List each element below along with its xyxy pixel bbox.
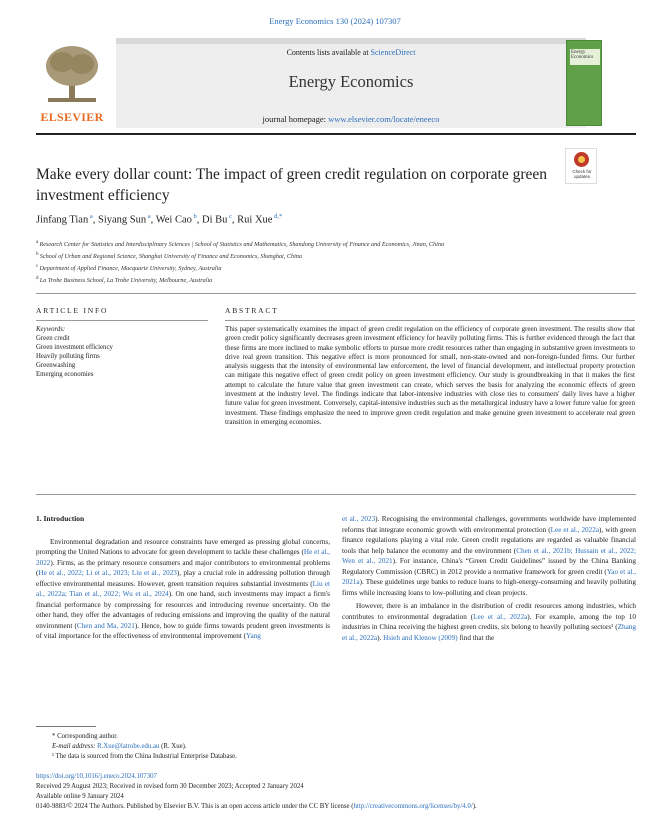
email-note: [36, 742, 636, 752]
abstract-rule: [225, 320, 635, 321]
author-name[interactable]: Jinfang Tian: [36, 214, 89, 226]
affiliation-line: $^c$ Department of Applied Finance, Macquarie University, Sydney, Australia: [36, 264, 222, 273]
author-affiliation-marker[interactable]: d,*: [272, 213, 283, 220]
article-info-heading: ARTICLE INFO: [36, 306, 109, 315]
citation-link[interactable]: Yang: [246, 632, 261, 640]
intro-paragraph-1-continued: et al., 2023). Recognising the environmental challenges, governments worldwide have implemented reforms that integrate economic growth with environmental protection (Lee et al., 2022a), with green finance regulations playing a vital role. Green credit regulations are regarded as valuable financial tools that help balance the economy and the environment (Chen et al., 2021b; Hussain et al., 2022; Wen et al., 2021). For instance, China's “Green Credit Guidelines” issued by the China Banking Regulatory Commission (CBRC) in 2012 provide a normative framework for green credit (Yao et al., 2021a). These guidelines urge banks to reduce loans to high-energy-consuming and heavily polluting firms while increasing loans to low-polluting and clean projects.: [342, 515, 636, 597]
keyword: Green investment efficiency: [36, 343, 113, 351]
masthead-center: [116, 38, 586, 128]
section-heading: 1. Introduction: [36, 514, 85, 523]
affiliation-line: $^b$ School of Urban and Regional Science, Shanghai University of Finance and Economics, Shanghai, China: [36, 252, 302, 261]
footnote-1: ¹ The data is sourced from the China Industrial Enterprise Database.: [52, 753, 237, 760]
sciencedirect-link[interactable]: ScienceDirect: [370, 48, 416, 57]
author-name[interactable]: Wei Cao: [155, 214, 192, 226]
email-link[interactable]: R.Xue@latrobe.edu.au: [97, 743, 160, 750]
email-label: E-mail address:: [52, 743, 98, 750]
doi-link[interactable]: https://doi.org/10.1016/j.eneco.2024.107307: [36, 773, 157, 780]
author-list: Jinfang Tian $^a$, Siyang Sun $^a$, Wei Cao $^b$, Di Bu $^c$, Rui Xue $^{d,*}$: [36, 213, 283, 226]
license-link[interactable]: http://creativecommons.org/licenses/by/4.0/: [353, 803, 473, 810]
journal-title: Energy Economics: [288, 72, 414, 91]
citation-link[interactable]: Hsieh and Klenow (2009): [383, 633, 458, 642]
contents-prefix: Contents lists available at: [286, 48, 371, 57]
cover-title: Energy Economics: [570, 49, 600, 65]
homepage-link[interactable]: www.elsevier.com/locate/eneeco: [328, 114, 440, 124]
keyword: Emerging economies: [36, 370, 94, 378]
article-meta: [36, 772, 656, 812]
check-for-updates-button[interactable]: [565, 148, 597, 184]
author-name[interactable]: Di Bu: [202, 214, 228, 226]
author-name[interactable]: Siyang Sun: [97, 214, 147, 226]
article-info-rule: [36, 320, 208, 321]
elsevier-logo[interactable]: [36, 38, 108, 128]
masthead: [36, 38, 551, 128]
citation-link[interactable]: Yao et al., 2021a: [342, 567, 636, 586]
copyright-line: [36, 802, 656, 812]
footnotes: [36, 732, 636, 762]
intro-paragraph-1: Environmental degradation and resource constraints have emerged as pressing global concerns, prompting the United Nations to advocate for green development to tackle these challenges (He et al., 2022). Firms, as the primary resource consumers and major contributors to environmental problems (He et al., 2022; Li et al., 2023; Liu et al., 2023), play a crucial role in addressing pollution through effective environmental measures. However, green transition requires substantial investments (Liu et al., 2022a; Tian et al., 2022; Wu et al., 2024). On one hand, such investments may impact a firm's financial performance by compressing for resources and introducing revenue uncertainty. On the other hand, they offer the advantages of reducing emissions and improving the quality of the natural environment (Chen and Ma, 2021). Hence, how to guide firms towards prudent green investments is of vital importance for the effectiveness of environmental improvement (Yang: [36, 537, 330, 640]
copyright-suffix: ).: [472, 803, 477, 810]
keywords-block: [36, 326, 208, 379]
crossmark-icon: [574, 152, 589, 167]
article-title: Make every dollar count: The impact of green credit regulation on corporate green investment efficiency: [36, 166, 548, 204]
elsevier-tree-icon: [42, 42, 102, 106]
homepage-line: [116, 114, 586, 124]
keyword: Greenwashing: [36, 361, 76, 369]
author-affiliation-marker[interactable]: c: [227, 213, 232, 220]
author-affiliation-marker[interactable]: a: [146, 213, 151, 220]
citation-link[interactable]: Lee et al., 2022a: [473, 612, 528, 621]
citation-link[interactable]: He et al., 2022: [36, 548, 330, 567]
check-updates-label: Check for updates: [572, 169, 592, 179]
email-suffix: (R. Xue).: [159, 743, 187, 750]
contents-line: [116, 48, 586, 57]
affiliation-line: $^d$ La Trobe Business School, La Trobe University, Melbourne, Australia: [36, 276, 213, 285]
abstract-text: This paper systematically examines the impact of green credit regulation on the efficiency of corporate green investment. The results show that green credit policy significantly decreases green investment efficiency for heavily polluting firms. This is further evidenced through the fact that these firms are more inclined to make symbolic efforts to pursue more credit resources rather than engaging in substantive green investments to drive real green transition. This negative effect is more pronounced for small, non-state-owned and non-foreign-funded firms. Our further analysis suggests that the intensity of environmental law enforcement, the level of financial development, and intellectual property protection can mitigate this negative effect of green credit policy on green investment efficiency. Our study is groundbreaking in that it makes the first attempt to calculate the future value that green investment can create, which serves the basis for analyzing the economic effects of green investment at the industry level. The findings indicate that labor-intensive industries with close ties to consumers' daily lives have a higher future value for green investment. Conversely, capital-intensive industries such as the metallurgical industry have a lower future value for green investment. These findings emphasize the need to improve green credit regulation and make genuine green investment to accelerate real green transition in emerging economies.: [225, 325, 635, 426]
keywords-label: Keywords:: [36, 326, 66, 333]
running-header[interactable]: Energy Economics 130 (2024) 107307: [269, 16, 401, 26]
citation-link[interactable]: Liu et al., 2022a; Tian et al., 2022; Wu et al., 2024: [36, 579, 330, 598]
keyword-list: [36, 335, 208, 380]
affiliation-line: $^a$ Research Center for Statistics and Interdisciplinary Sciences | School of Statistics and Mathematics, Shandong University of Finance and Economics, Jinan, China: [36, 240, 445, 249]
keyword: Heavily polluting firms: [36, 352, 100, 360]
citation-link[interactable]: et al., 2023: [342, 515, 376, 523]
author-name[interactable]: Rui Xue: [237, 214, 273, 226]
affiliations: [36, 238, 596, 286]
body-rule: [36, 494, 636, 495]
body-column-left: [36, 514, 330, 642]
footnote-rule: [36, 726, 96, 727]
copyright-prefix: 0140-9883/© 2024 The Authors. Published by Elsevier B.V. This is an open access article under the CC BY license (: [36, 803, 354, 810]
citation-link[interactable]: Lee et al., 2022a: [550, 525, 600, 534]
intro-paragraph-2: However, there is an imbalance in the distribution of credit resources among industries, which contributes to environmental degradation (Lee et al., 2022a). For example, among the top 10 industries in China receiving the highest green credits, six belong to heavily polluting sectors¹ (Zhang et al., 2022a). Hsieh and Klenow (2009) find that the: [342, 602, 636, 642]
available-online: Available online 9 January 2024: [36, 793, 124, 800]
section-rule: [36, 293, 636, 294]
body-column-right: [342, 514, 636, 643]
abstract-heading: ABSTRACT: [225, 306, 279, 315]
author-affiliation-marker[interactable]: b: [191, 213, 197, 220]
received-dates: Received 29 August 2023; Received in revised form 30 December 2023; Accepted 2 January 2024: [36, 783, 304, 790]
publisher-wordmark: ELSEVIER: [40, 110, 104, 124]
header-rule: [36, 133, 636, 135]
corresponding-note: * Corresponding author.: [52, 733, 118, 740]
homepage-prefix: journal homepage:: [262, 114, 329, 124]
journal-cover-thumbnail[interactable]: [566, 40, 602, 126]
author-affiliation-marker[interactable]: a: [88, 213, 93, 220]
citation-link[interactable]: Zhang et al., 2022a: [342, 623, 636, 642]
keyword: Green credit: [36, 334, 70, 342]
citation-link[interactable]: He et al., 2022; Li et al., 2023; Liu et al., 2023: [38, 569, 177, 577]
citation-link[interactable]: Chen et al., 2021b; Hussain et al., 2022; Wen et al., 2021: [342, 546, 636, 565]
citation-link[interactable]: Chen and Ma, 2021: [76, 621, 135, 630]
